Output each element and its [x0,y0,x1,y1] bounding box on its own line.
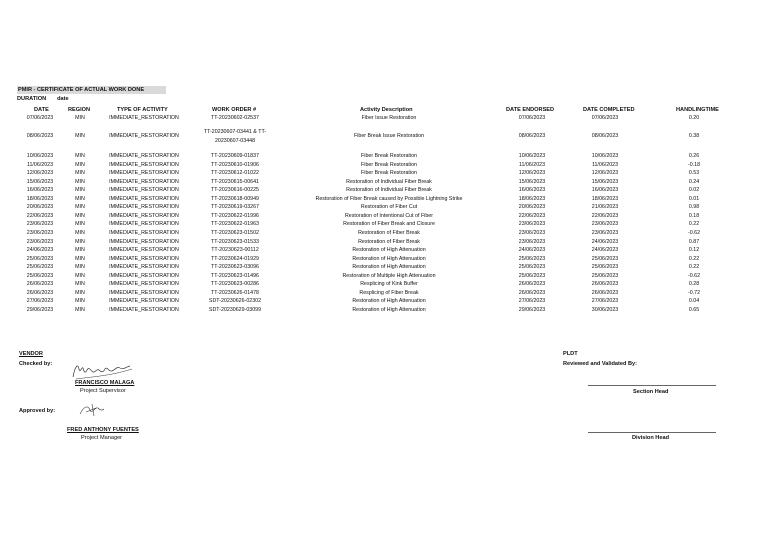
cell-date: 25/06/2023 [26,255,54,262]
cell-date-completed: 26/06/2023 [591,289,619,296]
cell-work-order: TT-20230623-03096 [210,264,260,271]
title-bar [17,86,166,94]
cell-region: MIN [75,170,85,177]
cell-handling-time: -0.62 [687,272,701,279]
cell-date: 23/06/2023 [26,221,54,228]
cell-date: 16/06/2023 [26,187,54,194]
cell-region: MIN [75,289,85,296]
cell-work-order: TT-20230623-01502 [210,229,260,236]
cell-handling-time: 0.22 [688,221,700,228]
cell-date: 23/06/2023 [26,229,54,236]
header-region: REGION [68,107,91,113]
cell-date-endorsed: 27/06/2023 [518,298,546,305]
cell-work-order: TT-20230623-00112 [211,247,259,254]
cell-work-order: TT-20230622-01963 [210,221,260,228]
cell-date-endorsed: 26/06/2023 [518,289,546,296]
cell-activity: Restoration of Multiple High Attenuation [342,272,436,279]
cell-region: MIN [75,255,85,262]
cell-handling-time: 0.65 [688,306,700,313]
reviewed-by-label: Reviewed and Validated By: [563,361,637,367]
cell-handling-time: 0.12 [688,247,700,254]
cell-date-completed: 26/06/2023 [591,281,619,288]
cell-work-order: TT-20230624-01929 [210,255,260,262]
cell-handling-time: 0.26 [688,153,700,159]
cell-work-order: TT-20230607-03441 & TT- [203,129,267,135]
cell-type: IMMEDIATE_RESTORATION [109,204,179,211]
duration-value: date [57,96,69,102]
header-date: DATE [34,107,49,113]
header-date-completed: DATE COMPLETED [583,107,635,113]
cell-handling-time: -0.62 [687,229,701,236]
cell-region: MIN [75,306,85,313]
cell-type: IMMEDIATE_RESTORATION [109,178,179,185]
cell-work-order: TT-20230619-03267 [210,204,260,211]
cell-handling-time: 0.28 [688,281,700,288]
cell-date: 08/06/2023 [26,133,54,139]
cell-activity: Restoration of Individual Fiber Break [346,178,432,185]
cell-work-order-continued: 20230607-03448 [214,138,256,144]
cell-date-completed: 18/06/2023 [591,195,619,202]
cell-type: IMMEDIATE_RESTORATION [109,221,179,228]
cell-work-order: TT-20230623-01533 [210,238,260,245]
cell-activity: Resplicing of Kink Buffer [360,281,418,288]
cell-type: IMMEDIATE_RESTORATION [109,306,179,313]
cell-work-order: TT-20230626-01478 [210,289,260,296]
cell-activity: Fiber Break Issue Restoration [353,133,425,139]
cell-date-completed: 23/06/2023 [591,221,619,228]
cell-date: 29/06/2023 [26,306,54,313]
approver-signature [78,402,106,418]
cell-type: IMMEDIATE_RESTORATION [109,115,179,121]
duration-row [17,95,69,103]
cell-date: 22/06/2023 [26,212,54,219]
cell-date-completed: 30/06/2023 [591,306,619,313]
cell-region: MIN [75,153,85,159]
cell-work-order: SDT-20230626-02302 [208,298,262,305]
cell-activity: Fiber Issue Restoration [361,115,417,121]
cell-work-order: TT-20230618-00949 [210,195,260,202]
cell-date-endorsed: 25/06/2023 [518,264,546,271]
cell-activity: Restoration of Intentional Cut of Fiber [344,212,434,219]
cell-date-completed: 25/06/2023 [591,255,619,262]
cell-date: 23/06/2023 [26,238,54,245]
cell-region: MIN [75,247,85,254]
cell-date-completed: 25/06/2023 [591,264,619,271]
cell-type: IMMEDIATE_RESTORATION [109,281,179,288]
cell-region: MIN [75,115,85,121]
cell-date: 11/06/2023 [26,161,54,168]
cell-type: IMMEDIATE_RESTORATION [109,247,179,254]
cell-date-endorsed: 23/06/2023 [518,238,546,245]
approver-name: FRED ANTHONY FUENTES [67,427,139,433]
header-date-endorsed: DATE ENDORSED [506,107,555,113]
cell-date-completed: 08/06/2023 [591,133,619,139]
cell-date: 24/06/2023 [26,247,54,254]
division-head-label: Division Head [632,435,669,441]
cell-date: 12/06/2023 [26,170,54,177]
cell-date-completed: 10/06/2023 [591,153,619,159]
duration-label: DURATION [17,96,47,102]
cell-activity: Resplicing of Fiber Break [359,289,419,296]
cell-date-endorsed: 26/06/2023 [518,281,546,288]
cell-activity: Restoration of High Attenuation [352,247,426,254]
cell-date-endorsed: 11/06/2023 [518,161,546,168]
cell-date-endorsed: 08/06/2023 [518,133,546,139]
cell-work-order: TT-20230616-00225 [210,187,260,194]
cell-handling-time: 0.38 [688,133,700,139]
cell-region: MIN [75,204,85,211]
cell-date-completed: 23/06/2023 [591,229,619,236]
cell-handling-time: 0.20 [688,115,700,121]
cell-activity: Restoration of Fiber Break caused by Possible Lightning Strike [315,195,463,202]
cell-handling-time: 0.22 [688,255,700,262]
approved-by-label: Approved by: [19,408,56,414]
cell-type: IMMEDIATE_RESTORATION [109,195,179,202]
cell-date: 20/06/2023 [26,204,54,211]
cell-date-completed: 22/06/2023 [591,212,619,219]
cell-handling-time: 0.98 [688,204,700,211]
cell-region: MIN [75,161,85,168]
cell-date-endorsed: 16/06/2023 [518,187,546,194]
cell-date: 26/06/2023 [26,289,54,296]
cell-work-order: TT-20230609-01837 [210,153,260,159]
cell-region: MIN [75,212,85,219]
cell-work-order: TT-20230602-02537 [210,115,260,121]
cell-date-completed: 15/06/2023 [591,178,619,185]
cell-handling-time: 0.53 [688,170,700,177]
cell-date: 25/06/2023 [26,272,54,279]
cell-date: 27/06/2023 [26,298,54,305]
cell-work-order: SDT-20230629-03099 [208,306,262,313]
cell-type: IMMEDIATE_RESTORATION [109,161,179,168]
cell-handling-time: 0.22 [688,264,700,271]
cell-date: 26/06/2023 [26,281,54,288]
cell-date-completed: 11/06/2023 [591,161,619,168]
cell-date-endorsed: 12/06/2023 [518,170,546,177]
cell-date-completed: 24/06/2023 [591,247,619,254]
cell-activity: Restoration of Individual Fiber Break [346,187,432,194]
header-handling-time: HANDLINGTIME [676,107,719,113]
cell-date: 15/06/2023 [26,178,54,185]
cell-date-endorsed: 25/06/2023 [518,255,546,262]
cell-work-order: TT-20230623-00286 [210,281,260,288]
cell-handling-time: 0.02 [688,187,700,194]
cell-date-endorsed: 07/06/2023 [518,115,546,121]
cell-date-endorsed: 23/06/2023 [518,229,546,236]
cell-date-endorsed: 15/06/2023 [518,178,546,185]
cell-region: MIN [75,298,85,305]
cell-handling-time: -0.72 [687,289,701,296]
cell-work-order: TT-20230612-01022 [210,170,260,177]
cell-type: IMMEDIATE_RESTORATION [109,289,179,296]
cell-date-endorsed: 23/06/2023 [518,221,546,228]
vendor-label: VENDOR [19,351,43,357]
cell-date-completed: 12/06/2023 [591,170,619,177]
cell-type: IMMEDIATE_RESTORATION [109,272,179,279]
cell-date-endorsed: 10/06/2023 [518,153,546,159]
cell-activity: Fiber Break Restoration [361,170,417,177]
cell-date-completed: 07/06/2023 [591,115,619,121]
cell-type: IMMEDIATE_RESTORATION [109,212,179,219]
cell-date-endorsed: 20/06/2023 [518,204,546,211]
cell-activity: Restoration of Fiber Break and Closure [343,221,435,228]
cell-region: MIN [75,238,85,245]
section-head-signature-line [588,385,716,386]
cell-handling-time: 0.01 [688,195,700,202]
cell-region: MIN [75,195,85,202]
checker-name: FRANCISCO MALAGA [75,380,135,386]
approver-title: Project Manager [81,435,123,441]
cell-date: 07/06/2023 [26,115,54,121]
header-type: TYPE OF ACTIVITY [117,107,168,113]
cell-handling-time: 0.87 [688,238,700,245]
cell-work-order: TT-20230622-01996 [210,212,260,219]
cell-date-endorsed: 29/06/2023 [518,306,546,313]
cell-type: IMMEDIATE_RESTORATION [109,170,179,177]
checker-title: Project Supervisor [80,388,126,394]
cell-date-endorsed: 24/06/2023 [518,247,546,254]
cell-type: IMMEDIATE_RESTORATION [109,298,179,305]
cell-region: MIN [75,229,85,236]
cell-region: MIN [75,133,85,139]
cell-activity: Restoration of High Attenuation [352,298,426,305]
cell-date-completed: 24/06/2023 [591,238,619,245]
cell-type: IMMEDIATE_RESTORATION [109,153,179,159]
cell-type: IMMEDIATE_RESTORATION [109,238,179,245]
section-head-label: Section Head [633,389,669,395]
cell-type: IMMEDIATE_RESTORATION [109,264,179,271]
page-title: PMIR - CERTIFICATE OF ACTUAL WORK DONE [18,87,145,93]
cell-activity: Restoration of High Attenuation [352,255,426,262]
cell-region: MIN [75,178,85,185]
cell-date-completed: 25/06/2023 [591,272,619,279]
cell-work-order: TT-20230623-01496 [210,272,260,279]
pldt-label: PLDT [563,351,578,357]
division-head-signature-line [588,432,716,433]
cell-activity: Fiber Break Restoration [361,153,417,159]
cell-date: 18/06/2023 [26,195,54,202]
cell-date-completed: 16/06/2023 [591,187,619,194]
cell-date: 10/06/2023 [26,153,54,159]
cell-type: IMMEDIATE_RESTORATION [109,133,179,139]
cell-date-endorsed: 18/06/2023 [518,195,546,202]
cell-region: MIN [75,272,85,279]
header-activity: Activity Description [360,107,413,113]
checker-signature [70,360,140,382]
cell-date-endorsed: 22/06/2023 [518,212,546,219]
cell-date-endorsed: 25/06/2023 [518,272,546,279]
cell-activity: Fiber Break Restoration [361,161,417,168]
cell-activity: Restoration of Fiber Break [358,238,420,245]
cell-date: 25/06/2023 [26,264,54,271]
cell-work-order: TT-20230610-01906 [210,161,260,168]
checked-by-label: Checked by: [19,361,53,367]
cell-region: MIN [75,187,85,194]
cell-activity: Restoration of Fiber Cut [360,204,418,211]
cell-handling-time: 0.24 [688,178,700,185]
header-work-order: WORK ORDER # [212,107,257,113]
cell-region: MIN [75,221,85,228]
cell-region: MIN [75,281,85,288]
cell-date-completed: 21/06/2023 [591,204,619,211]
cell-type: IMMEDIATE_RESTORATION [109,229,179,236]
cell-handling-time: -0.18 [687,161,701,168]
cell-work-order: TT-20230615-00641 [210,178,260,185]
cell-activity: Restoration of High Attenuation [352,306,426,313]
cell-handling-time: 0.18 [688,212,700,219]
cell-region: MIN [75,264,85,271]
cell-activity: Restoration of High Attenuation [352,264,426,271]
cell-type: IMMEDIATE_RESTORATION [109,187,179,194]
cell-date-completed: 27/06/2023 [591,298,619,305]
cell-activity: Restoration of Fiber Break [358,229,420,236]
cell-handling-time: 0.04 [688,298,700,305]
cell-type: IMMEDIATE_RESTORATION [109,255,179,262]
